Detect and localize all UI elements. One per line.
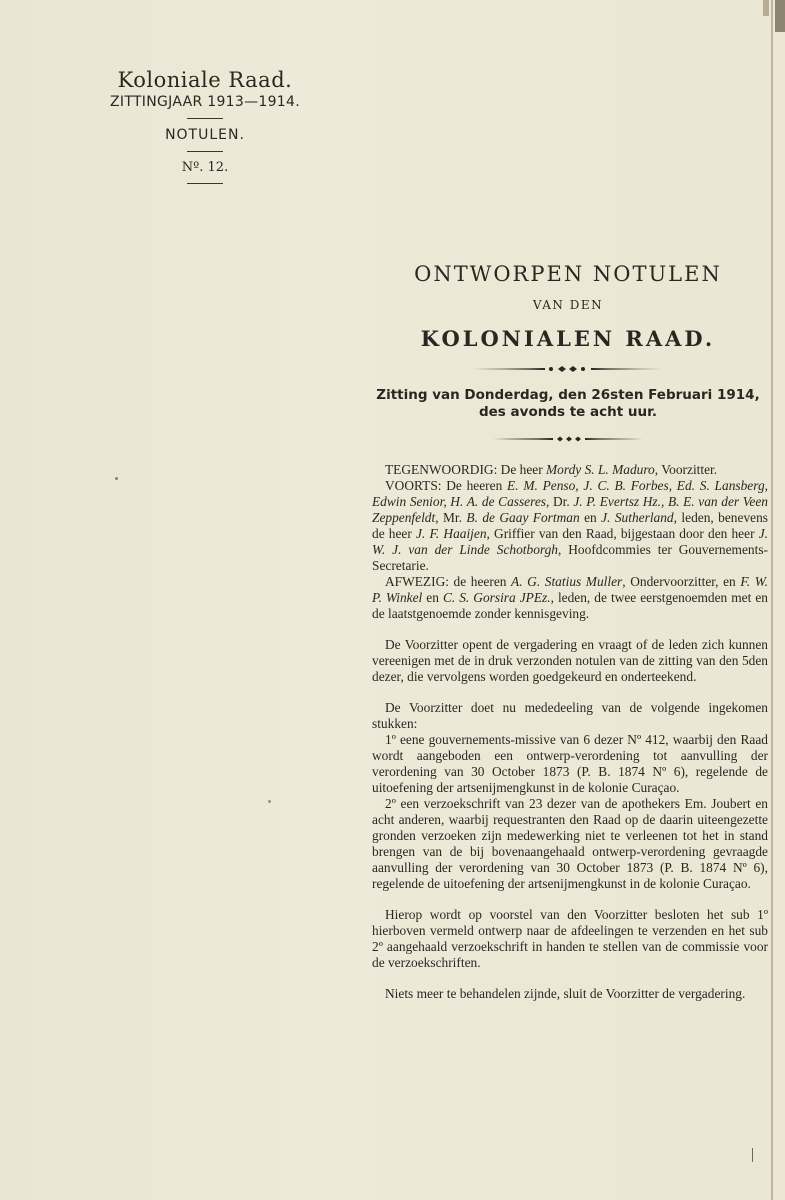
title-line-3: KOLONIALEN RAAD.: [420, 326, 716, 351]
header-rule: [187, 151, 223, 152]
page-corner-tab: [775, 0, 785, 32]
member-names: J. P. Evertsz Hz., B. E. van der Veen Zeppenfeldt: [372, 494, 769, 525]
member-names: E. M. Penso, J. C. B. Forbes, Ed. S. Lansberg, Edwin Senior, H. A. de Casseres: [372, 478, 769, 509]
incoming-item-1: 1º eene gouvernements-missive van 6 dezer Nº 412, waarbij den Raad wordt aangeboden een ontwerp-verordening tot aanvulling der verordening van 30 October 1873 (P. B. 1874 Nº 6), regelende de uitoefening der artsenijmengkunst in de kolonie Curaçao.: [372, 732, 768, 795]
title-line-2: VAN DEN: [532, 298, 604, 312]
session-date: [372, 387, 764, 421]
assistant-name: J. W. J. van der Linde Schotborgh: [372, 526, 768, 557]
closing-paragraph: Niets meer te behandelen zijnde, sluit de Voorzitter de vergadering.: [385, 986, 746, 1001]
absent-name: A. G. Statius Muller: [511, 574, 623, 589]
decision-paragraph: Hierop wordt op voorstel van den Voorzitter besloten het sub 1º hierboven vermeld ontwerp naar de afdeelingen te verzenden en het sub 2º aangehaald verzoekschrift in handen te stellen van de commissie voor de verzoekschriften.: [372, 907, 768, 970]
session-header: [60, 68, 350, 192]
chairman-name: Mordy S. L. Maduro: [546, 462, 655, 477]
absent-name: C. S. Gorsira JPEz.: [442, 590, 551, 605]
also-present-paragraph: VOORTS: De heeren E. M. Penso, J. C. B. Forbes, Ed. S. Lansberg, Edwin Senior, H. A. de Casseres, Dr. J. P. Evertsz Hz., B. E. van der Veen Zeppenfeldt, Mr. B. de Gaay Fortman en J. Sutherland, leden, benevens de heer J. F. Haaijen, Griffier van den Raad, bijgestaan door den heer J. W. J. van der Linde Schotborgh, Hoofdcommies ter Gouvernements-Secretarie.: [372, 478, 769, 573]
ornament-divider: [473, 365, 663, 373]
session-year: ZITTINGJAAR 1913—1914.: [110, 94, 300, 110]
clerk-name: J. F. Haaijen: [416, 526, 487, 541]
absent-paragraph: AFWEZIG: de heeren A. G. Statius Muller, Ondervoorzitter, en F. W. P. Winkel en C. S. Gorsira JPEz., leden, de twee eerstgenoemden met en de laatstgenoemde zonder kennisgeving.: [372, 574, 769, 621]
page-edge-line: [771, 0, 773, 1200]
absent-name: F. W. P. Winkel: [372, 574, 769, 605]
opening-paragraph: De Voorzitter opent de vergadering en vraagt of de leden zich kunnen vereenigen met de in druk verzonden notulen van de zitting van den 5den dezer, die vervolgens worden goedgekeurd en onderteekend.: [372, 637, 768, 684]
present-paragraph: TEGENWOORDIG: De heer Mordy S. L. Maduro, Voorzitter.: [385, 462, 718, 477]
title-line-1: ONTWORPEN NOTULEN: [414, 262, 722, 286]
header-rule: [187, 118, 223, 119]
header-rule: [187, 183, 223, 184]
paper-speck: [268, 800, 271, 803]
session-date-line-1: Zitting van Donderdag, den 26sten Februari 1914,: [376, 387, 760, 403]
session-date-line-2: des avonds te acht uur.: [478, 404, 658, 420]
incoming-item-2: 2º een verzoekschrift van 23 dezer van de apothekers Em. Joubert en acht anderen, waarbij requestranten den Raad op de daarin uiteengezette gronden verzoeken zijn medewerking niet te verleenen tot het in stand brengen van de bij bovenaangehaald ontwerp-verordening gevraagde aanvulling der verordening van 30 October 1873 (P. B. 1874 Nº 6), regelende de uitoefening der artsenijmengkunst in de kolonie Curaçao.: [372, 796, 768, 891]
ornament-divider-small: [493, 435, 643, 443]
paper-speck: [752, 1148, 753, 1162]
announcement-paragraph: De Voorzitter doet nu mededeeling van de volgende ingekomen stukken:: [372, 700, 768, 731]
member-names: B. de Gaay Fortman: [466, 510, 580, 525]
member-names: J. Sutherland: [601, 510, 674, 525]
minutes-label: NOTULEN.: [165, 127, 245, 143]
page-corner-mark: [763, 0, 769, 16]
minutes-number: Nº. 12.: [181, 160, 229, 175]
paper-speck: [115, 477, 118, 480]
minutes-body: [372, 462, 768, 1002]
title-block: [372, 262, 764, 443]
council-name: Koloniale Raad.: [117, 68, 293, 92]
